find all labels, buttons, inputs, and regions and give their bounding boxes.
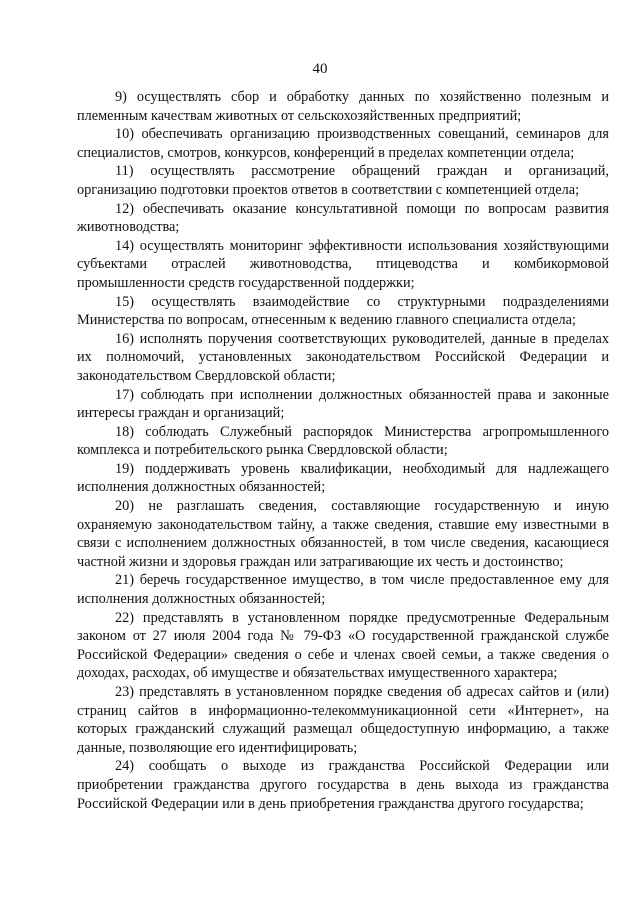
list-item: 24) сообщать о выходе из гражданства Российской Федерации или приобретении гражданства другого государства в день выхода из гражданства Российской Федерации или в день приобретения гражданства другого государства; — [77, 758, 609, 812]
list-item: 19) поддерживать уровень квалификации, необходимый для надлежащего исполнения должностных обязанностей; — [77, 460, 609, 496]
list-item: 11) осуществлять рассмотрение обращений граждан и организаций, организацию подготовки проектов ответов в соответствии с компетенцией отдела; — [77, 163, 609, 198]
list-item: 9) осуществлять сбор и обработку данных по хозяйственно полезным и племенным качествам животных от сельскохозяйственных предприятий; — [77, 89, 609, 124]
duties-list — [77, 88, 609, 813]
list-item: 21) беречь государственное имущество, в том числе предоставленное ему для исполнения должностных обязанностей; — [77, 572, 609, 608]
list-item: 16) исполнять поручения соответствующих руководителей, данные в пределах их полномочий, установленных законодательством Российской Федерации и законодательством Свердловской области; — [77, 330, 609, 384]
list-item: 12) обеспечивать оказание консультативной помощи по вопросам развития животноводства; — [77, 200, 609, 236]
list-item: 10) обеспечивать организацию производственных совещаний, семинаров для специалистов, смотров, конкурсов, конференций в пределах компетенции отдела; — [77, 126, 609, 161]
list-item: 23) представлять в установленном порядке сведения об адресах сайтов и (или) страниц сайтов в информационно-телекоммуникационной сети «Интернет», на которых гражданский служащий размещал общедоступную информацию, а также данные, позволяющие его идентифицировать; — [77, 684, 609, 756]
list-item: 14) осуществлять мониторинг эффективности использования хозяйствующими субъектами отраслей животноводства, птицеводства и комбикормовой промышленности средств государственной поддержки; — [77, 237, 609, 291]
list-item: 15) осуществлять взаимодействие со структурными подразделениями Министерства по вопросам, отнесенным к ведению главного специалиста отдела; — [77, 293, 609, 329]
list-item: 22) представлять в установленном порядке предусмотренные Федеральным законом от 27 июля 2004 года № 79-ФЗ «О государственной гражданской службе Российской Федерации» сведения о себе и членах своей семьи, а также сведения о доходах, расходах, об имуществе и обязательствах имущественного характера; — [77, 609, 609, 682]
list-item: 20) не разглашать сведения, составляющие государственную и иную охраняемую законодательством тайну, а также сведения, ставшие ему известными в связи с исполнением должностных обязанностей, в том числе сведения, касающиеся частной жизни и здоровья граждан или затрагивающие их честь и достоинство; — [77, 498, 609, 570]
list-item: 17) соблюдать при исполнении должностных обязанностей права и законные интересы граждан и организаций; — [77, 386, 609, 422]
page-number: 40 — [312, 61, 328, 77]
list-item: 18) соблюдать Служебный распорядок Министерства агропромышленного комплекса и потребительского рынка Свердловской области; — [77, 423, 609, 459]
